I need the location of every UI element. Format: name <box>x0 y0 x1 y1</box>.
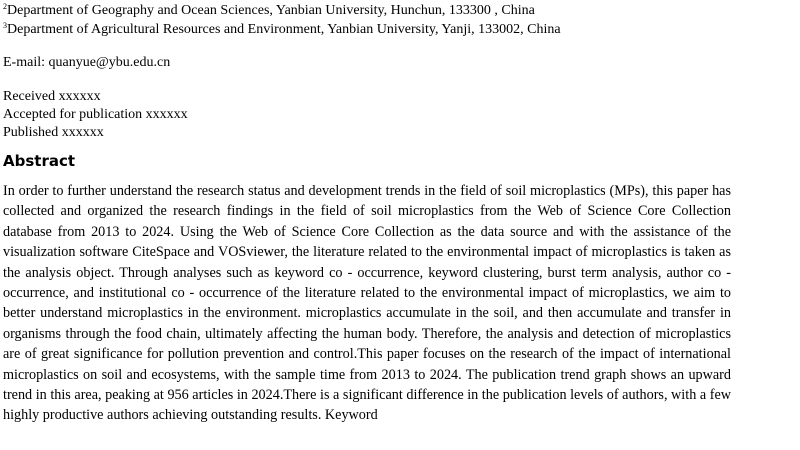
abstract-body: In order to further understand the research status and development trends in the field of soil microplastics (MPs), this paper has collected and organized the research findings in the field of soil microplastics from the Web of Science Core Collection database from 2013 to 2024. Using the Web of Science Core Collection as the data source and with the assistance of the visualization software CiteSpace and VOSviewer, the literature related to the environmental impact of microplastics is taken as the analysis object. Through analyses such as keyword co - occurrence, keyword clustering, burst term analysis, author co - occurrence, and institutional co - occurrence of the literature related to the environmental impact of microplastics, we aim to better understand microplastics in the environment. microplastics accumulate in the soil, and then accumulate and transfer in organisms through the food chain, ultimately affecting the human body. Therefore, the analysis and detection of microplastics are of great significance for pollution prevention and control.This paper focuses on the research of the impact of international microplastics on soil and ecosystems, with the sample time from 2013 to 2024. The publication trend graph shows an upward trend in this area, peaking at 956 articles in 2024.There is a significant difference in the publication levels of authors, with a few highly productive authors achieving outstanding results. Keyword <box>3 183 731 424</box>
affiliation-3-number: 3 <box>3 21 7 30</box>
abstract-heading: Abstract <box>3 152 76 170</box>
received-date: Received xxxxxx <box>3 89 101 104</box>
accepted-date: Accepted for publication xxxxxx <box>3 107 188 122</box>
email-line: E-mail: quanyue@ybu.edu.cn <box>3 55 171 70</box>
affiliation-2-number: 2 <box>3 2 7 11</box>
affiliation-3 <box>3 21 797 40</box>
affiliation-2-text: Department of Geography and Ocean Sciences, Yanbian University, Hunchun, 133300 , China <box>7 3 535 18</box>
paper-page <box>3 2 797 426</box>
published-date: Published xxxxxx <box>3 125 104 140</box>
affiliation-2 <box>3 2 797 21</box>
affiliation-3-text: Department of Agricultural Resources and Environment, Yanbian University, Yanji, 133002, China <box>7 22 561 37</box>
